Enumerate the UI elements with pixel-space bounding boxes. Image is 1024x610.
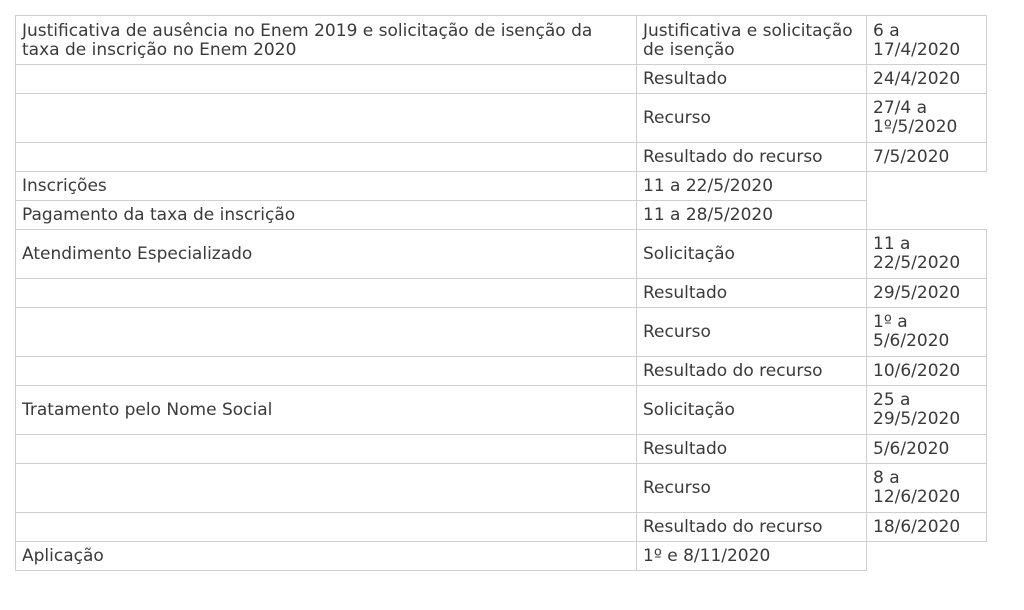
step-cell: Resultado do recurso [637, 143, 867, 172]
table-row [16, 230, 987, 279]
table-row [16, 143, 987, 172]
date-cell: 25 a 29/5/2020 [867, 386, 987, 435]
step-cell: Resultado do recurso [637, 357, 867, 386]
date-cell: 6 a 17/4/2020 [867, 16, 987, 65]
stage-cell [16, 464, 637, 513]
empty-cell [867, 172, 987, 201]
table-row [16, 386, 987, 435]
stage-cell [16, 513, 637, 542]
date-cell: 11 a 28/5/2020 [637, 201, 867, 230]
date-cell: 8 a 12/6/2020 [867, 464, 987, 513]
table-row [16, 435, 987, 464]
empty-cell [867, 201, 987, 230]
step-cell: Recurso [637, 464, 867, 513]
stage-cell: Atendimento Especializado [16, 230, 637, 279]
step-cell: Solicitação [637, 386, 867, 435]
table-row [16, 16, 987, 65]
date-cell: 11 a 22/5/2020 [867, 230, 987, 279]
date-cell: 18/6/2020 [867, 513, 987, 542]
date-cell: 1º a 5/6/2020 [867, 308, 987, 357]
stage-cell [16, 65, 637, 94]
stage-cell: Aplicação [16, 542, 637, 571]
enem-schedule-table [15, 15, 987, 571]
table-row [16, 542, 987, 571]
table-row [16, 308, 987, 357]
empty-cell [867, 542, 987, 571]
table-row [16, 65, 987, 94]
date-cell: 7/5/2020 [867, 143, 987, 172]
table-row [16, 201, 987, 230]
table-row [16, 172, 987, 201]
stage-cell [16, 94, 637, 143]
stage-cell: Justificativa de ausência no Enem 2019 e solicitação de isenção da taxa de inscrição no Enem 2020 [16, 16, 637, 65]
step-cell: Resultado [637, 435, 867, 464]
table-row [16, 357, 987, 386]
stage-cell [16, 308, 637, 357]
step-cell: Recurso [637, 308, 867, 357]
table-row [16, 279, 987, 308]
stage-cell [16, 143, 637, 172]
table-row [16, 513, 987, 542]
stage-cell: Inscrições [16, 172, 637, 201]
date-cell: 11 a 22/5/2020 [637, 172, 867, 201]
stage-cell [16, 435, 637, 464]
step-cell: Resultado do recurso [637, 513, 867, 542]
date-cell: 5/6/2020 [867, 435, 987, 464]
stage-cell: Pagamento da taxa de inscrição [16, 201, 637, 230]
date-cell: 27/4 a 1º/5/2020 [867, 94, 987, 143]
stage-cell [16, 357, 637, 386]
stage-cell: Tratamento pelo Nome Social [16, 386, 637, 435]
step-cell: Solicitação [637, 230, 867, 279]
date-cell: 10/6/2020 [867, 357, 987, 386]
stage-cell [16, 279, 637, 308]
date-cell: 24/4/2020 [867, 65, 987, 94]
date-cell: 1º e 8/11/2020 [637, 542, 867, 571]
step-cell: Resultado [637, 279, 867, 308]
table-row [16, 94, 987, 143]
table-row [16, 464, 987, 513]
step-cell: Recurso [637, 94, 867, 143]
step-cell: Resultado [637, 65, 867, 94]
date-cell: 29/5/2020 [867, 279, 987, 308]
step-cell: Justificativa e solicitação de isenção [637, 16, 867, 65]
